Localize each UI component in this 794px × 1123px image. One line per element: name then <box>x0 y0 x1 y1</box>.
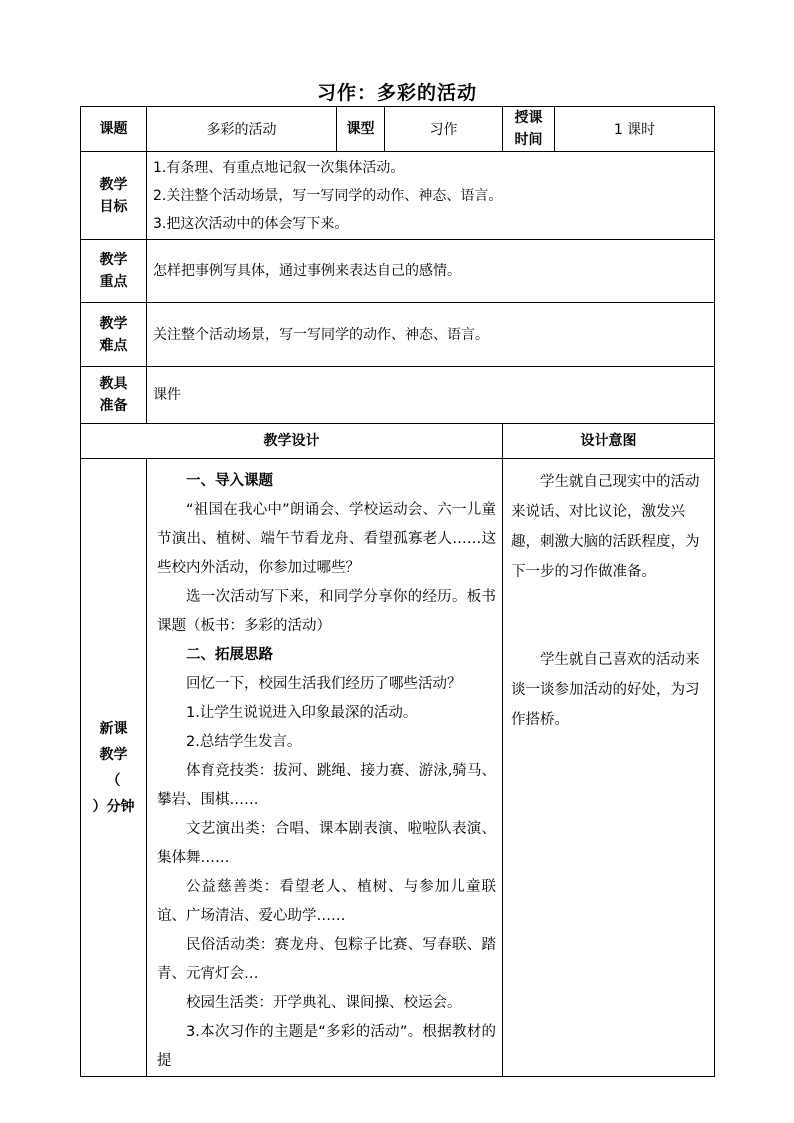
document-title: 习作：多彩的活动 <box>316 82 477 104</box>
difficulties-label <box>81 303 147 367</box>
teaching-design-content <box>147 459 503 1077</box>
goals-row <box>81 152 715 240</box>
lesson-plan-table <box>80 106 715 1077</box>
topic-value: 多彩的活动 <box>147 107 337 152</box>
new-lesson-label-line: 教学 <box>99 746 128 763</box>
intent-spacer <box>511 587 712 645</box>
design-intent-content <box>503 459 715 1077</box>
new-lesson-row <box>81 459 715 1077</box>
paragraph: 民俗活动类：赛龙舟、包粽子比赛、写春联、踏青、元宵灯会… <box>157 937 496 982</box>
materials-text: 课件 <box>147 367 715 424</box>
goals-content <box>147 152 715 240</box>
header-row <box>81 107 715 152</box>
materials-label-line-2: 准备 <box>99 398 128 414</box>
key-points-label <box>81 240 147 303</box>
paragraph: 2.总结学生发言。 <box>186 734 302 750</box>
goals-label <box>81 152 147 240</box>
time-label-line-2: 时间 <box>514 132 543 148</box>
paragraph: 校园生活类：开学典礼、课间操、校运会。 <box>186 995 462 1011</box>
intent-header: 设计意图 <box>503 424 715 459</box>
new-lesson-label <box>81 459 147 1077</box>
key-points-label-line-1: 教学 <box>99 252 128 268</box>
section-heading: 二、拓展思路 <box>186 647 273 663</box>
new-lesson-label-line: ）分钟 <box>92 798 135 815</box>
time-label <box>503 107 555 152</box>
paragraph: 回忆一下，校园生活我们经历了哪些活动？ <box>186 676 462 692</box>
type-label: 课型 <box>337 107 385 152</box>
time-label-line-1: 授课 <box>514 110 543 126</box>
goals-label-line-1: 教学 <box>99 176 128 193</box>
paragraph: 1.让学生说说进入印象最深的活动。 <box>186 705 418 721</box>
paragraph: 文艺演出类：合唱、课本剧表演、啦啦队表演、集体舞…… <box>157 821 496 866</box>
key-points-label-line-2: 重点 <box>99 274 128 290</box>
type-value: 习作 <box>385 107 503 152</box>
time-value: 1 课时 <box>555 107 715 152</box>
paragraph: 公益慈善类：看望老人、植树、与参加儿童联谊、广场清洁、爱心助学…… <box>157 879 496 924</box>
topic-label: 课题 <box>81 107 147 152</box>
goal-line: 2.关注整个活动场景，写一写同学的动作、神态、语言。 <box>153 187 503 204</box>
intent-paragraph: 学生就自己喜欢的活动来谈一谈参加活动的好处，为习作搭桥。 <box>511 652 700 728</box>
difficulties-text: 关注整个活动场景，写一写同学的动作、神态、语言。 <box>147 303 715 367</box>
new-lesson-label-line: 新课 <box>99 720 128 737</box>
difficulties-label-line-2: 难点 <box>99 337 128 354</box>
key-points-row <box>81 240 715 303</box>
difficulties-label-line-1: 教学 <box>99 315 128 332</box>
new-lesson-label-line: （ <box>106 772 121 789</box>
materials-label <box>81 367 147 424</box>
design-header: 教学设计 <box>81 424 503 459</box>
design-header-row <box>81 424 715 459</box>
goal-line: 3.把这次活动中的体会写下来。 <box>153 215 349 232</box>
materials-row <box>81 367 715 424</box>
paragraph: 选一次活动写下来，和同学分享你的经历。板书课题（板书：多彩的活动） <box>157 589 496 634</box>
difficulties-row <box>81 303 715 367</box>
key-points-text: 怎样把事例写具体，通过事例来表达自己的感情。 <box>147 240 715 303</box>
goals-label-line-2: 目标 <box>99 198 128 215</box>
section-heading: 一、导入课题 <box>186 473 273 489</box>
materials-label-line-1: 教具 <box>99 376 128 392</box>
paragraph: 3.本次习作的主题是“多彩的活动”。根据教材的提 <box>157 1024 496 1069</box>
paragraph: “祖国在我心中”朗诵会、学校运动会、六一儿童节演出、植树、端午节看龙舟、看望孤寡老人……这些校内外活动，你参加过哪些？ <box>157 502 496 576</box>
paragraph: 体育竞技类：拔河、跳绳、接力赛、游泳,骑马、攀岩、围棋…… <box>157 763 496 808</box>
intent-paragraph: 学生就自己现实中的活动来说话、对比议论，激发兴趣，刺激大脑的活跃程度，为下一步的习作做准备。 <box>511 474 700 580</box>
goal-line: 1.有条理、有重点地记叙一次集体活动。 <box>153 159 405 176</box>
